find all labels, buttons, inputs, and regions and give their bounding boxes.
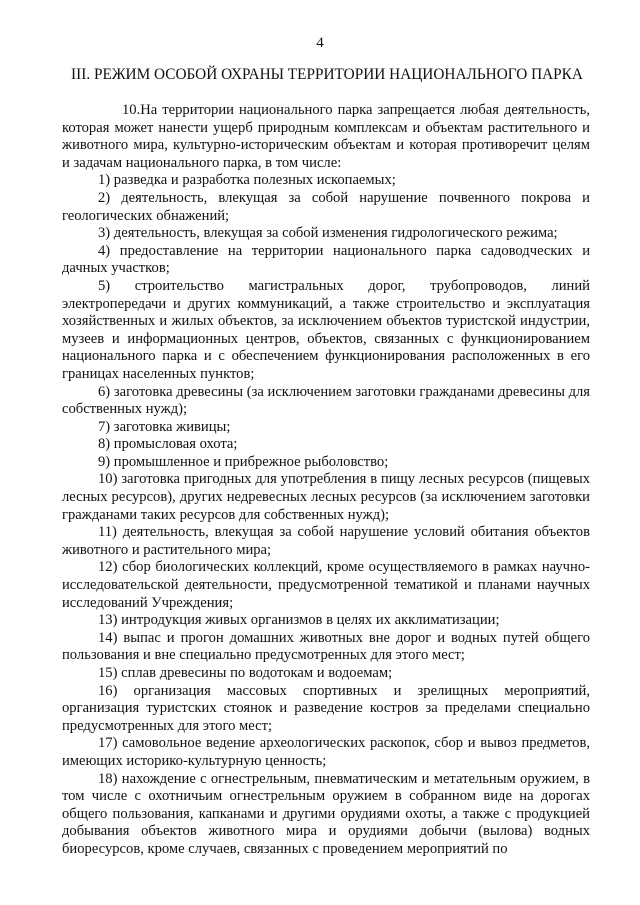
list-item-12: 12) сбор биологических коллекций, кроме осуществляемого в рамках научно-исследовательской деятельности, предусмотренной тематикой и планами научных исследований Учреждения; — [62, 559, 590, 611]
list-item-7: 7) заготовка живицы; — [98, 418, 231, 435]
list-item-13: 13) интродукция живых организмов в целях их акклиматизации; — [98, 612, 500, 629]
intro-paragraph: 10.На территории национального парка запрещается любая деятельность, которая может нанести ущерб природным комплексам и объектам растительного и животного мира, культурно-историческим объектам и которая противоречит целям и задачам национального парка, в том числе: — [62, 102, 590, 171]
list-item-14: 14) выпас и прогон домашних животных вне дорог и водных путей общего пользования и вне специально предусмотренных для этого мест; — [62, 629, 590, 664]
list-item-5: 5) строительство магистральных дорог, трубопроводов, линий электропередачи и других коммуникаций, а также строительство и эксплуатация хозяйственных и жилых объектов, за исключением объектов туристской индустрии, музеев и информационных центров, объектов, связанных с функционированием национального парка и с обеспечением функционирования расположенных в его границах населенных пунктов; — [62, 277, 590, 382]
list-item-1: 1) разведка и разработка полезных ископаемых; — [98, 172, 396, 189]
list-item-9: 9) промышленное и прибрежное рыболовство; — [98, 453, 389, 470]
list-item-3: 3) деятельность, влекущая за собой изменения гидрологического режима; — [98, 225, 558, 242]
list-item-15: 15) сплав древесины по водотокам и водоемам; — [98, 665, 393, 681]
list-item-10: 10) заготовка пригодных для употребления в пищу лесных ресурсов (пищевых лесных ресурсов), других недревесных лесных ресурсов (за исключением заготовки гражданами таких ресурсов для собственных нужд); — [62, 471, 590, 523]
list-item-11: 11) деятельность, влекущая за собой нарушение условий обитания объектов животного и растительного мира; — [62, 524, 590, 558]
list-item-16: 16) организация массовых спортивных и зрелищных мероприятий, организация туристских стоянок и разведение костров за пределами специально предусмотренных для этого мест; — [62, 682, 590, 734]
list-item-18: 18) нахождение с огнестрельным, пневматическим и метательным оружием, в том числе с охотничьим огнестрельным оружием в собранном виде на дорогах общего пользования, капканами и другими орудиями охоты, а также с продукцией добывания объектов животного мира и орудиями добычи (вылова) водных биоресурсов, кроме случаев, связанных с проведением мероприятий по — [62, 770, 590, 857]
document-body — [62, 102, 590, 859]
section-title: III. РЕЖИМ ОСОБОЙ ОХРАНЫ ТЕРРИТОРИИ НАЦИОНАЛЬНОГО ПАРКА — [71, 66, 583, 83]
list-item-8: 8) промысловая охота; — [98, 436, 238, 453]
list-item-2: 2) деятельность, влекущая за собой нарушение почвенного покрова и геологических обнажений; — [62, 189, 590, 224]
list-item-6: 6) заготовка древесины (за исключением заготовки гражданами древесины для собственных нужд); — [62, 383, 590, 418]
page-number: 4 — [316, 35, 324, 51]
list-item-17: 17) самовольное ведение археологических раскопок, сбор и вывоз предметов, имеющих историко-культурную ценность; — [62, 735, 590, 769]
list-item-4: 4) предоставление на территории национального парка садоводческих и дачных участков; — [62, 242, 590, 277]
